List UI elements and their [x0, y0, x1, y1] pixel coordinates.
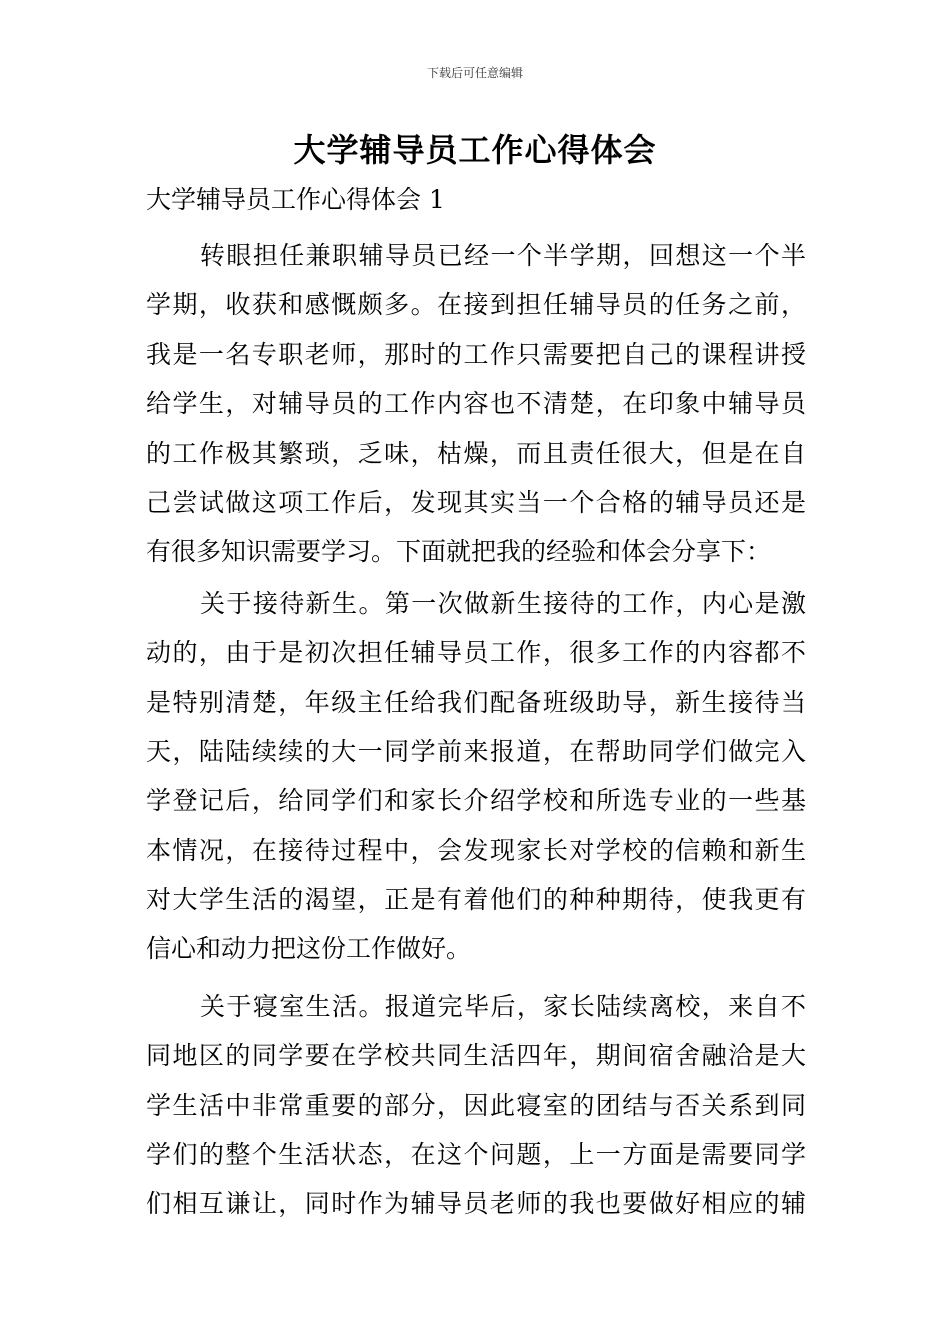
- paragraph-line: 有很多知识需要学习。下面就把我的经验和体会分享下：: [146, 537, 772, 567]
- paragraph-line: 给学生，对辅导员的工作内容也不清楚，在印象中辅导员: [146, 389, 806, 419]
- paragraph-line: 转眼担任兼职辅导员已经一个半学期，回想这一个半: [200, 241, 806, 270]
- paragraph-dormitory: [146, 982, 806, 1229]
- paragraph-line: 学们的整个生活状态，在这个问题，上一方面是需要同学: [146, 1140, 806, 1170]
- paragraph-line: 是特别清楚，年级主任给我们配备班级助导，新生接待当: [146, 687, 806, 717]
- paragraph-new-students: [146, 579, 806, 974]
- paragraph-line: 关于接待新生。第一次做新生接待的工作，内心是激: [200, 588, 806, 618]
- paragraph-line: 己尝试做这项工作后，发现其实当一个合格的辅导员还是: [146, 487, 806, 517]
- paragraph-line: 同地区的同学要在学校共同生活四年，期间宿舍融洽是大: [146, 1041, 806, 1071]
- paragraph-line: 我是一名专职老师，那时的工作只需要把自己的课程讲授: [146, 339, 806, 369]
- document-body: [146, 180, 806, 1229]
- document-title: 大学辅导员工作心得体会: [293, 131, 657, 169]
- paragraph-line: 天，陆陆续续的大一同学前来报道，在帮助同学们做完入: [146, 736, 806, 766]
- paragraph-intro: [146, 231, 806, 577]
- paragraph-line: 信心和动力把这份工作做好。: [146, 934, 472, 964]
- paragraph-line: 学生活中非常重要的部分，因此寝室的团结与否关系到同: [146, 1090, 806, 1120]
- paragraph-line: 学期，收获和感慨颇多。在接到担任辅导员的任务之前，: [146, 290, 806, 320]
- section-subtitle: 大学辅导员工作心得体会 1: [146, 185, 445, 214]
- paragraph-line: 对大学生活的渴望，正是有着他们的种种期待，使我更有: [146, 885, 806, 915]
- paragraph-line: 的工作极其繁琐，乏味，枯燥，而且责任很大，但是在自: [146, 438, 806, 468]
- paragraph-line: 学登记后，给同学们和家长介绍学校和所选专业的一些基: [146, 786, 806, 816]
- paragraph-line: 们相互谦让，同时作为辅导员老师的我也要做好相应的辅: [146, 1189, 806, 1219]
- paragraph-line: 动的，由于是初次担任辅导员工作，很多工作的内容都不: [146, 638, 806, 668]
- header-note: 下载后可任意编辑: [426, 66, 523, 80]
- paragraph-line: 关于寝室生活。报道完毕后，家长陆续离校，来自不: [200, 991, 806, 1021]
- paragraph-line: 本情况，在接待过程中，会发现家长对学校的信赖和新生: [146, 835, 806, 865]
